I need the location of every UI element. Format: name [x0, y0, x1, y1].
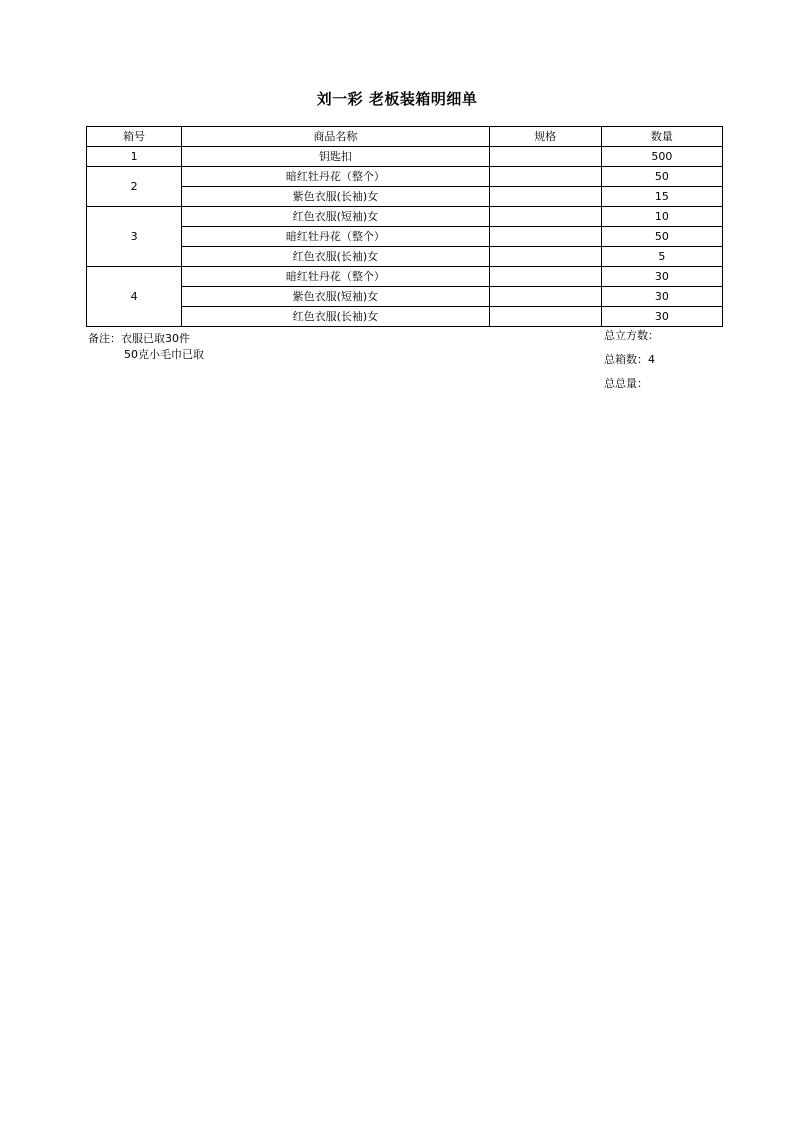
quantity-cell: 30: [601, 307, 722, 327]
table-row: [87, 247, 723, 267]
table-row: [87, 287, 723, 307]
spec-cell: [489, 207, 601, 227]
product-name-cell: 暗红牡丹花（整个）: [182, 227, 489, 247]
product-name-cell: 紫色衣服(短袖)女: [182, 287, 489, 307]
total-boxes: 总箱数：4: [604, 353, 655, 366]
quantity-cell: 50: [601, 167, 722, 187]
product-name-cell: 红色衣服(长袖)女: [182, 247, 489, 267]
spec-cell: [489, 247, 601, 267]
product-name-cell: 钥匙扣: [182, 147, 489, 167]
spec-cell: [489, 167, 601, 187]
product-name-cell: 暗红牡丹花（整个）: [182, 267, 489, 287]
spec-cell: [489, 307, 601, 327]
table-row: [87, 227, 723, 247]
spec-cell: [489, 227, 601, 247]
header-product-name: 商品名称: [182, 127, 489, 147]
table-row: [87, 187, 723, 207]
table-header-row: [87, 127, 723, 147]
table-row: [87, 307, 723, 327]
remarks-label: 备注：: [88, 332, 121, 345]
product-name-cell: 红色衣服(短袖)女: [182, 207, 489, 227]
quantity-cell: 500: [601, 147, 722, 167]
document-title: 刘一彩 老板装箱明细单: [316, 90, 478, 108]
remarks-text-1: 衣服已取30件: [121, 332, 190, 345]
quantity-cell: 30: [601, 287, 722, 307]
spec-cell: [489, 267, 601, 287]
product-name-cell: 暗红牡丹花（整个）: [182, 167, 489, 187]
total-volume: 总立方数：: [604, 329, 659, 342]
packing-list-table: [86, 126, 723, 327]
spec-cell: [489, 147, 601, 167]
box-number-cell: 1: [87, 147, 182, 167]
box-number-cell: 4: [87, 267, 182, 327]
remarks-line-2: [88, 347, 204, 363]
box-number-cell: 2: [87, 167, 182, 207]
quantity-cell: 5: [601, 247, 722, 267]
totals-section: [604, 328, 659, 400]
table-row: [87, 147, 723, 167]
table-row: [87, 267, 723, 287]
header-box-no: 箱号: [87, 127, 182, 147]
remarks-line-1: [88, 331, 204, 347]
product-name-cell: 红色衣服(长袖)女: [182, 307, 489, 327]
table-row: [87, 167, 723, 187]
box-number-cell: 3: [87, 207, 182, 267]
product-name-cell: 紫色衣服(长袖)女: [182, 187, 489, 207]
table-row: [87, 207, 723, 227]
spec-cell: [489, 187, 601, 207]
header-spec: 规格: [489, 127, 601, 147]
total-weight: 总总量：: [604, 377, 648, 390]
quantity-cell: 50: [601, 227, 722, 247]
remarks-section: [88, 331, 204, 363]
quantity-cell: 30: [601, 267, 722, 287]
header-quantity: 数量: [601, 127, 722, 147]
spec-cell: [489, 287, 601, 307]
quantity-cell: 15: [601, 187, 722, 207]
quantity-cell: 10: [601, 207, 722, 227]
remarks-text-2: 50克小毛巾已取: [124, 348, 204, 361]
